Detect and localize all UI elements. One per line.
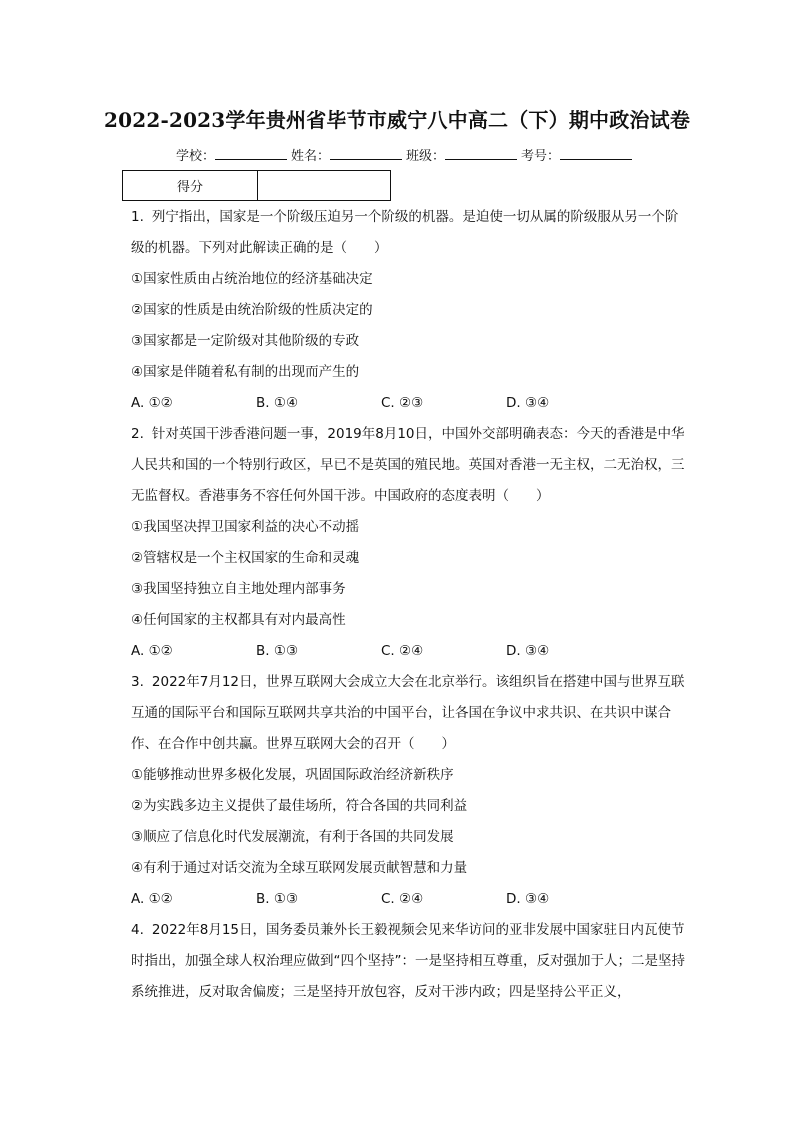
question-stem: [131, 419, 687, 512]
name-label: 姓名：: [291, 149, 331, 164]
statement-option: ④有利于通过对话交流为全球互联网发展贡献智慧和力量: [131, 860, 468, 876]
score-table: [122, 170, 391, 201]
question-text: 列宁指出，国家是一个阶级压迫另一个阶级的机器。是迫使一切从属的阶级服从另一个阶级的机器。下列对此解读正确的是（ ）: [131, 209, 679, 256]
statement-option: ②为实践多边主义提供了最佳场所，符合各国的共同利益: [131, 798, 468, 814]
question-2: [131, 419, 687, 667]
question-stem: [131, 667, 687, 760]
statement-option: ①能够推动世界多极化发展，巩固国际政治经济新秩序: [131, 767, 454, 783]
score-label: 得分: [123, 171, 258, 201]
choice-b[interactable]: B. ①③: [256, 891, 299, 907]
questions-list: [131, 202, 687, 1008]
statement-option: ③国家都是一定阶级对其他阶级的专政: [131, 333, 360, 349]
question-stem: [131, 915, 687, 1008]
exam-no-blank[interactable]: [560, 147, 632, 160]
choice-a[interactable]: A. ①②: [131, 891, 173, 907]
choice-c[interactable]: C. ②④: [381, 891, 424, 907]
answer-choices: [131, 884, 687, 915]
class-label: 班级：: [406, 149, 446, 164]
choice-d[interactable]: D. ③④: [506, 395, 550, 411]
statement-option: ②管辖权是一个主权国家的生命和灵魂: [131, 550, 360, 566]
question-4: [131, 915, 687, 1008]
question-text: 2022年8月15日，国务委员兼外长王毅视频会见来华访问的亚非发展中国家驻日内瓦使节时指出，加强全球人权治理应做到“四个坚持”：一是坚持相互尊重，反对强加于人；二是坚持系统推进，反对取舍偏废；三是坚持开放包容，反对干涉内政；四是坚持公平正义，: [131, 922, 685, 1000]
answer-choices: [131, 636, 687, 667]
class-blank[interactable]: [445, 147, 517, 160]
choice-c[interactable]: C. ②③: [381, 395, 424, 411]
question-number: 4.: [131, 922, 144, 938]
school-blank[interactable]: [215, 147, 287, 160]
question-3: [131, 667, 687, 915]
choice-a[interactable]: A. ①②: [131, 395, 173, 411]
statement-option: ③顺应了信息化时代发展潮流，有利于各国的共同发展: [131, 829, 454, 845]
name-blank[interactable]: [330, 147, 402, 160]
question-stem: [131, 202, 687, 264]
choice-d[interactable]: D. ③④: [506, 643, 550, 659]
question-1: [131, 202, 687, 419]
choice-b[interactable]: B. ①④: [256, 395, 299, 411]
statement-option: ③我国坚持独立自主地处理内部事务: [131, 581, 346, 597]
score-value-cell[interactable]: [258, 171, 391, 201]
student-info-line: [176, 145, 636, 164]
school-label: 学校：: [176, 149, 216, 164]
statement-option: ①国家性质由占统治地位的经济基础决定: [131, 271, 373, 287]
choice-c[interactable]: C. ②④: [381, 643, 424, 659]
page-title: 2022-2023学年贵州省毕节市威宁八中高二（下）期中政治试卷: [103, 108, 691, 132]
question-text: 2022年7月12日，世界互联网大会成立大会在北京举行。该组织旨在搭建中国与世界互联互通的国际平台和国际互联网共享共治的中国平台，让各国在争议中求共识、在共识中谋合作、在合作中创共赢。世界互联网大会的召开（ ）: [131, 674, 685, 752]
statement-option: ④国家是伴随着私有制的出现而产生的: [131, 364, 360, 380]
statement-option: ②国家的性质是由统治阶级的性质决定的: [131, 302, 373, 318]
question-number: 1.: [131, 209, 144, 225]
question-number: 2.: [131, 426, 144, 442]
exam-no-label: 考号：: [521, 149, 561, 164]
statement-option: ④任何国家的主权都具有对内最高性: [131, 612, 346, 628]
question-text: 针对英国干涉香港问题一事，2019年8月10日，中国外交部明确表态：今天的香港是中华人民共和国的一个特别行政区，早已不是英国的殖民地。英国对香港一无主权，二无治权，三无监督权。香港事务不容任何外国干涉。中国政府的态度表明（ ）: [131, 426, 685, 504]
answer-choices: [131, 388, 687, 419]
choice-a[interactable]: A. ①②: [131, 643, 173, 659]
question-number: 3.: [131, 674, 144, 690]
choice-d[interactable]: D. ③④: [506, 891, 550, 907]
choice-b[interactable]: B. ①③: [256, 643, 299, 659]
statement-option: ①我国坚决捍卫国家利益的决心不动摇: [131, 519, 360, 535]
